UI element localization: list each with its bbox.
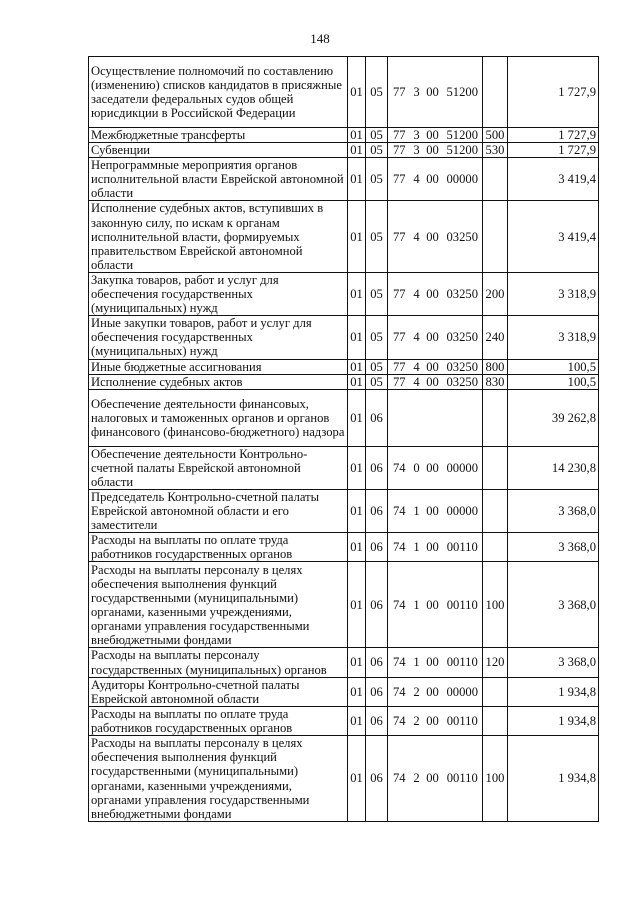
table-row: [89, 446, 599, 489]
row-target-code-program: 77: [388, 158, 411, 201]
row-section-code: 01: [348, 533, 366, 562]
row-section-code: 01: [348, 143, 366, 158]
row-target-code-event: 00: [423, 272, 443, 315]
row-name: Председатель Контрольно-счетной палаты Еврейской автономной области и его заместители: [89, 489, 348, 532]
row-name: Расходы на выплаты персоналу в целях обеспечения выполнения функций государственными (муниципальными) органами, казенными учреждениями, органами управления государственными внебюджетными фондами: [89, 736, 348, 822]
row-target-code-event: 00: [423, 736, 443, 822]
row-target-code-subprogram: 4: [411, 272, 423, 315]
row-name: Исполнение судебных актов: [89, 374, 348, 389]
table-row: [89, 374, 599, 389]
table-row: [89, 562, 599, 648]
row-subsection-code: 05: [366, 359, 388, 374]
row-target-code-subprogram: 3: [411, 57, 423, 128]
row-target-code-event: 00: [423, 359, 443, 374]
row-target-code-event: 00: [423, 57, 443, 128]
row-subsection-code: 06: [366, 446, 388, 489]
row-target-code-subprogram: 4: [411, 201, 423, 272]
row-name: Обеспечение деятельности финансовых, налоговых и таможенных органов и органов финансового (финансово-бюджетного) надзора: [89, 389, 348, 446]
row-target-code-direction: 00000: [443, 446, 483, 489]
row-section-code: 01: [348, 158, 366, 201]
row-subsection-code: 05: [366, 158, 388, 201]
row-amount: 1 727,9: [508, 143, 599, 158]
row-target-code-subprogram: 3: [411, 143, 423, 158]
row-section-code: 01: [348, 389, 366, 446]
row-target-code-event: 00: [423, 316, 443, 359]
row-name: Расходы на выплаты по оплате труда работников государственных органов: [89, 706, 348, 735]
row-amount: 100,5: [508, 374, 599, 389]
row-target-code-program: 74: [388, 533, 411, 562]
row-amount: 3 318,9: [508, 272, 599, 315]
table-row: [89, 128, 599, 143]
row-expense-type-code: 100: [483, 736, 508, 822]
table-row: [89, 677, 599, 706]
row-name: Расходы на выплаты персоналу в целях обеспечения выполнения функций государственными (муниципальными) органами, казенными учреждениями, органами управления государственными внебюджетными фондами: [89, 562, 348, 648]
row-name: Исполнение судебных актов, вступивших в законную силу, по искам к органам исполнительной власти, формируемых правительством Еврейской автономной области: [89, 201, 348, 272]
row-target-code-direction: 03250: [443, 272, 483, 315]
row-name: Субвенции: [89, 143, 348, 158]
table-row: [89, 316, 599, 359]
row-target-code-subprogram: [411, 389, 423, 446]
row-target-code-direction: [443, 389, 483, 446]
row-subsection-code: 05: [366, 57, 388, 128]
row-name: Расходы на выплаты по оплате труда работников государственных органов: [89, 533, 348, 562]
row-section-code: 01: [348, 648, 366, 677]
row-name: Иные бюджетные ассигнования: [89, 359, 348, 374]
row-amount: 3 419,4: [508, 201, 599, 272]
row-name: Осуществление полномочий по составлению (изменению) списков кандидатов в присяжные заседатели федеральных судов общей юрисдикции в Российской Федерации: [89, 57, 348, 128]
row-amount: 1 727,9: [508, 128, 599, 143]
row-section-code: 01: [348, 374, 366, 389]
row-subsection-code: 05: [366, 201, 388, 272]
row-target-code-direction: 00000: [443, 489, 483, 532]
table-row: [89, 272, 599, 315]
row-expense-type-code: 100: [483, 562, 508, 648]
row-name: Иные закупки товаров, работ и услуг для обеспечения государственных (муниципальных) нужд: [89, 316, 348, 359]
row-target-code-program: 77: [388, 359, 411, 374]
row-target-code-direction: 00110: [443, 706, 483, 735]
table-row: [89, 359, 599, 374]
budget-table: [88, 56, 599, 822]
row-target-code-direction: 00000: [443, 158, 483, 201]
table-row: [89, 143, 599, 158]
row-amount: 3 368,0: [508, 648, 599, 677]
row-target-code-direction: 51200: [443, 143, 483, 158]
row-expense-type-code: [483, 389, 508, 446]
row-target-code-subprogram: 2: [411, 736, 423, 822]
row-target-code-event: 00: [423, 158, 443, 201]
row-subsection-code: 05: [366, 143, 388, 158]
row-target-code-program: 77: [388, 201, 411, 272]
table-row: [89, 158, 599, 201]
row-target-code-program: 77: [388, 57, 411, 128]
row-target-code-program: 74: [388, 648, 411, 677]
row-name: Обеспечение деятельности Контрольно-счетной палаты Еврейской автономной области: [89, 446, 348, 489]
row-target-code-subprogram: 0: [411, 446, 423, 489]
row-target-code-program: [388, 389, 411, 446]
row-target-code-event: 00: [423, 533, 443, 562]
row-target-code-program: 74: [388, 562, 411, 648]
row-target-code-direction: 51200: [443, 128, 483, 143]
row-amount: 1 934,8: [508, 677, 599, 706]
row-expense-type-code: [483, 201, 508, 272]
row-target-code-subprogram: 2: [411, 706, 423, 735]
row-expense-type-code: [483, 677, 508, 706]
row-target-code-program: 74: [388, 706, 411, 735]
table-row: [89, 201, 599, 272]
row-section-code: 01: [348, 272, 366, 315]
row-target-code-direction: 03250: [443, 359, 483, 374]
row-target-code-program: 77: [388, 143, 411, 158]
row-amount: 14 230,8: [508, 446, 599, 489]
row-section-code: 01: [348, 359, 366, 374]
row-target-code-event: 00: [423, 706, 443, 735]
row-expense-type-code: [483, 446, 508, 489]
page-number: 148: [310, 31, 330, 46]
row-subsection-code: 05: [366, 316, 388, 359]
table-row: [89, 706, 599, 735]
row-target-code-direction: 00110: [443, 648, 483, 677]
row-expense-type-code: 530: [483, 143, 508, 158]
table-row: [89, 489, 599, 532]
row-subsection-code: 06: [366, 533, 388, 562]
row-subsection-code: 06: [366, 677, 388, 706]
row-expense-type-code: [483, 489, 508, 532]
table-row: [89, 57, 599, 128]
row-target-code-program: 74: [388, 446, 411, 489]
row-target-code-direction: 51200: [443, 57, 483, 128]
row-subsection-code: 06: [366, 389, 388, 446]
row-subsection-code: 05: [366, 128, 388, 143]
row-subsection-code: 06: [366, 706, 388, 735]
row-expense-type-code: [483, 533, 508, 562]
row-target-code-direction: 00110: [443, 562, 483, 648]
row-amount: 3 419,4: [508, 158, 599, 201]
row-target-code-direction: 00110: [443, 736, 483, 822]
row-amount: 3 368,0: [508, 533, 599, 562]
row-amount: 39 262,8: [508, 389, 599, 446]
row-target-code-program: 74: [388, 677, 411, 706]
row-target-code-subprogram: 4: [411, 316, 423, 359]
row-target-code-subprogram: 4: [411, 374, 423, 389]
row-target-code-event: 00: [423, 446, 443, 489]
row-expense-type-code: [483, 57, 508, 128]
row-name: Непрограммные мероприятия органов исполнительной власти Еврейской автономной области: [89, 158, 348, 201]
row-target-code-event: [423, 389, 443, 446]
row-target-code-event: 00: [423, 374, 443, 389]
row-target-code-program: 77: [388, 272, 411, 315]
row-section-code: 01: [348, 446, 366, 489]
row-amount: 3 368,0: [508, 489, 599, 532]
row-section-code: 01: [348, 677, 366, 706]
row-expense-type-code: [483, 158, 508, 201]
row-expense-type-code: 830: [483, 374, 508, 389]
row-section-code: 01: [348, 201, 366, 272]
row-amount: 1 934,8: [508, 706, 599, 735]
row-amount: 3 368,0: [508, 562, 599, 648]
row-target-code-event: 00: [423, 677, 443, 706]
row-target-code-subprogram: 2: [411, 677, 423, 706]
row-expense-type-code: 800: [483, 359, 508, 374]
row-target-code-subprogram: 1: [411, 533, 423, 562]
table-row: [89, 533, 599, 562]
row-target-code-program: 74: [388, 736, 411, 822]
row-target-code-event: 00: [423, 562, 443, 648]
row-name: Расходы на выплаты персоналу государственных (муниципальных) органов: [89, 648, 348, 677]
row-section-code: 01: [348, 736, 366, 822]
row-expense-type-code: 240: [483, 316, 508, 359]
row-target-code-direction: 03250: [443, 201, 483, 272]
row-target-code-event: 00: [423, 489, 443, 532]
row-subsection-code: 06: [366, 648, 388, 677]
row-section-code: 01: [348, 489, 366, 532]
row-amount: 1 727,9: [508, 57, 599, 128]
row-section-code: 01: [348, 706, 366, 735]
row-subsection-code: 05: [366, 374, 388, 389]
row-target-code-program: 77: [388, 128, 411, 143]
row-name: Межбюджетные трансферты: [89, 128, 348, 143]
row-section-code: 01: [348, 128, 366, 143]
row-target-code-program: 77: [388, 316, 411, 359]
row-expense-type-code: 200: [483, 272, 508, 315]
row-amount: 100,5: [508, 359, 599, 374]
row-target-code-program: 77: [388, 374, 411, 389]
row-section-code: 01: [348, 57, 366, 128]
row-target-code-direction: 00110: [443, 533, 483, 562]
row-subsection-code: 06: [366, 489, 388, 532]
row-target-code-direction: 00000: [443, 677, 483, 706]
row-expense-type-code: 120: [483, 648, 508, 677]
row-target-code-event: 00: [423, 128, 443, 143]
row-name: Аудиторы Контрольно-счетной палаты Еврейской автономной области: [89, 677, 348, 706]
row-name: Закупка товаров, работ и услуг для обеспечения государственных (муниципальных) нужд: [89, 272, 348, 315]
row-target-code-subprogram: 1: [411, 648, 423, 677]
row-target-code-event: 00: [423, 201, 443, 272]
row-section-code: 01: [348, 316, 366, 359]
row-target-code-event: 00: [423, 143, 443, 158]
table-row: [89, 648, 599, 677]
row-amount: 3 318,9: [508, 316, 599, 359]
row-subsection-code: 05: [366, 272, 388, 315]
row-target-code-subprogram: 1: [411, 489, 423, 532]
row-target-code-event: 00: [423, 648, 443, 677]
row-expense-type-code: 500: [483, 128, 508, 143]
table-row: [89, 736, 599, 822]
row-target-code-subprogram: 3: [411, 128, 423, 143]
table-row: [89, 389, 599, 446]
row-subsection-code: 06: [366, 562, 388, 648]
row-target-code-direction: 03250: [443, 316, 483, 359]
row-target-code-direction: 03250: [443, 374, 483, 389]
row-expense-type-code: [483, 706, 508, 735]
row-target-code-subprogram: 4: [411, 158, 423, 201]
row-subsection-code: 06: [366, 736, 388, 822]
row-amount: 1 934,8: [508, 736, 599, 822]
row-target-code-subprogram: 1: [411, 562, 423, 648]
row-section-code: 01: [348, 562, 366, 648]
row-target-code-program: 74: [388, 489, 411, 532]
row-target-code-subprogram: 4: [411, 359, 423, 374]
